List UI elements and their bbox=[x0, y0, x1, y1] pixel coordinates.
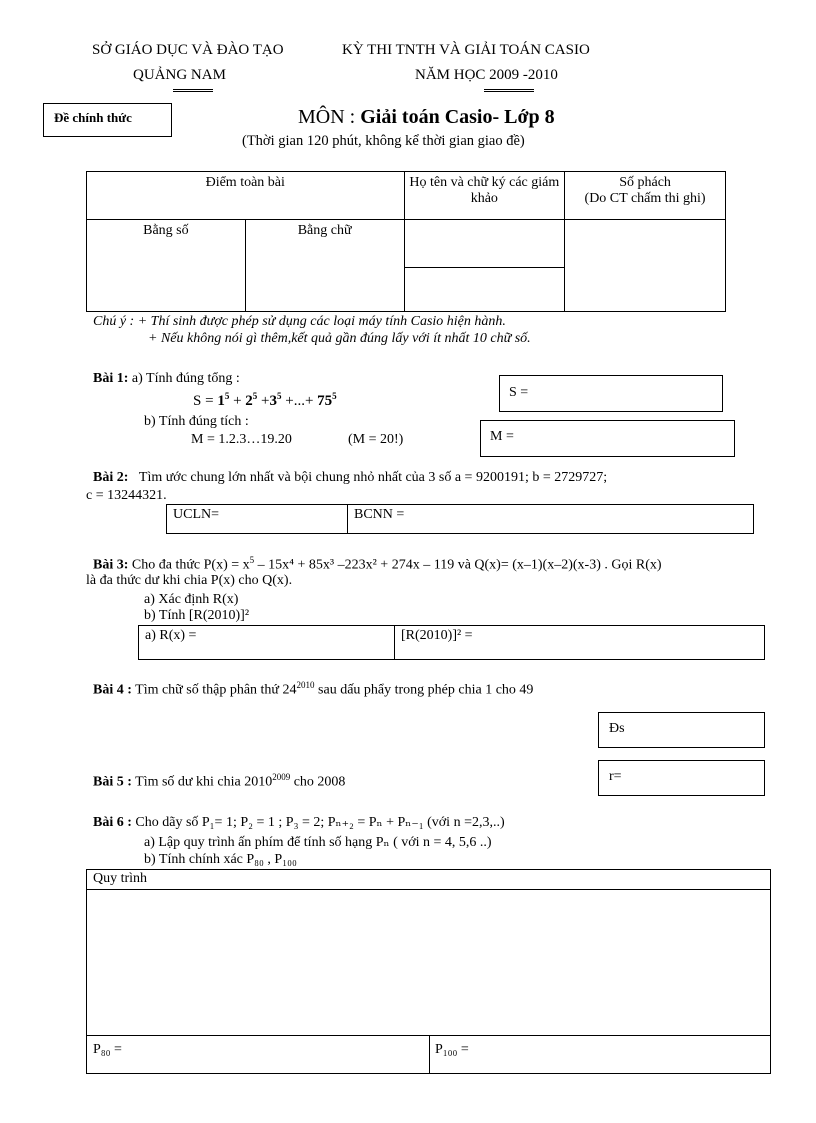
examiner-2-cell bbox=[404, 268, 565, 312]
bai4-answer-label: Đs bbox=[609, 721, 625, 736]
official-label: Đề chính thức bbox=[54, 110, 132, 125]
bai1-product: M = 1.2.3…19.20 bbox=[191, 432, 292, 447]
score-by-number: Bằng số bbox=[87, 220, 246, 312]
bai6-a: a) Lập quy trình ấn phím để tính số hạng Pₙ ( với n = 4, 5,6 ..) bbox=[144, 835, 492, 850]
subject-prefix: MÔN : bbox=[298, 106, 361, 128]
procedure-area[interactable] bbox=[87, 889, 770, 1035]
bai2-ucln-box[interactable] bbox=[166, 504, 348, 534]
bai1-product-note: (M = 20!) bbox=[348, 432, 404, 447]
p100-label: P₁₀₀ = bbox=[435, 1042, 469, 1057]
bai2-text bbox=[93, 470, 607, 486]
bai3-ra-label: a) R(x) = bbox=[145, 628, 197, 643]
province-name: QUẢNG NAM bbox=[133, 67, 226, 83]
bai3-rb-box[interactable] bbox=[394, 625, 765, 660]
serial-note: (Do CT chấm thi ghi) bbox=[584, 191, 706, 206]
subject-time: (Thời gian 120 phút, không kể thời gian giao đề) bbox=[242, 133, 525, 149]
bai2-bcnn-label: BCNN = bbox=[354, 507, 405, 522]
bai2-ucln-label: UCLN= bbox=[173, 507, 220, 522]
notes-label: Chú ý : bbox=[93, 314, 138, 329]
bai3-text-1: Bài 3: Cho đa thức $P(x) = x^5 - 15x^4 + 85x^3$ –223x² + 274x – 119 và Q(x)= (x–1)(x–2)(x-3) . Gọi R(x) bbox=[93, 555, 662, 573]
subject-name: Giải toán Casio- Lớp 8 bbox=[360, 106, 555, 128]
bai5-label: Bài 5 : bbox=[93, 774, 132, 790]
bai5-answer-label: r= bbox=[609, 769, 622, 784]
bai6-answer-frame bbox=[86, 869, 771, 1074]
bai1-m-answer-label: M = bbox=[490, 429, 514, 444]
bai3-poly: – 15x⁴ + 85x³ –223x² + 274x – 119 và Q(x)= (x–1)(x–2)(x-3) . Gọi R(x) bbox=[257, 557, 662, 573]
bai1-s-answer-box[interactable] bbox=[499, 375, 723, 412]
serial-header bbox=[565, 172, 726, 220]
bai1-sum-formula: $S = 1^5 + 2^5 +3^5$ +...+ $75^5$ bbox=[193, 391, 337, 409]
bai5-answer-box[interactable] bbox=[598, 760, 765, 796]
bai4-exp: 2010 bbox=[296, 680, 315, 690]
exam-name: KỲ THI TNTH VÀ GIẢI TOÁN CASIO bbox=[342, 42, 590, 58]
notes-line-2: + Nếu không nói gì thêm,kết quả gần đúng lấy với ít nhất 10 chữ số. bbox=[148, 331, 531, 346]
bai4-text-2: sau dấu phẩy trong phép chia 1 cho 49 bbox=[314, 682, 534, 698]
bai1-b-text: b) Tính đúng tích : bbox=[144, 414, 249, 429]
score-table bbox=[86, 171, 726, 312]
bai3-ra-box[interactable] bbox=[138, 625, 395, 660]
p100-cell[interactable] bbox=[429, 1035, 770, 1073]
bai1-a-text: a) Tính đúng tổng : bbox=[131, 371, 240, 386]
bai5-text-2: cho 2008 bbox=[290, 774, 346, 790]
bai1-label: Bài 1: bbox=[93, 371, 129, 386]
bai5-text-1: Tìm số dư khi chia 2010 bbox=[135, 774, 273, 790]
bai3-a: a) Xác định R(x) bbox=[144, 592, 239, 607]
examiner-1-cell bbox=[404, 220, 565, 268]
bai6-question: Cho dãy số P₁= 1; P₂ = 1 ; P₃ = 2; Pₙ₊₂ = Pₙ + Pₙ₋₁ (với n =2,3,..) bbox=[135, 815, 505, 830]
year-underline bbox=[484, 89, 534, 92]
bai2-label: Bài 2: bbox=[93, 470, 129, 485]
exam-year: NĂM HỌC 2009 -2010 bbox=[415, 67, 558, 83]
bai4-label: Bài 4 : bbox=[93, 682, 132, 698]
bai3-label: Bài 3: bbox=[93, 557, 129, 573]
notes-text-1: + Thí sinh được phép sử dụng các loại máy tính Casio hiện hành. bbox=[137, 314, 506, 329]
bai4-text bbox=[93, 680, 533, 699]
province-underline bbox=[173, 89, 213, 92]
examiners-header: Họ tên và chữ ký các giám khảo bbox=[404, 172, 565, 220]
dept-name: SỞ GIÁO DỤC VÀ ĐÀO TẠO bbox=[92, 42, 284, 58]
bai6-b: b) Tính chính xác P₈₀ , P₁₀₀ bbox=[144, 852, 297, 867]
bai6-label: Bài 6 : bbox=[93, 815, 132, 830]
procedure-label: Quy trình bbox=[93, 871, 148, 886]
bai5-exp: 2009 bbox=[272, 772, 291, 782]
bai2-text-2: c = 13244321. bbox=[86, 488, 167, 503]
bai4-text-1: Tìm chữ số thập phân thứ 24 bbox=[135, 682, 297, 698]
total-score-header: Điểm toàn bài bbox=[87, 172, 405, 220]
bai1-m-answer-box[interactable] bbox=[480, 420, 735, 457]
score-by-words: Bằng chữ bbox=[245, 220, 404, 312]
p80-label: P₈₀ = bbox=[93, 1042, 122, 1057]
bai3-text-1a: Cho đa thức P(x) = x bbox=[131, 557, 250, 573]
bai5-text bbox=[93, 772, 345, 791]
bai3-text-2: là đa thức dư khi chia P(x) cho Q(x). bbox=[86, 573, 293, 588]
subject-title bbox=[298, 106, 555, 129]
bai4-answer-box[interactable] bbox=[598, 712, 765, 748]
official-label-box bbox=[43, 103, 172, 137]
serial-label: Số phách bbox=[619, 175, 671, 190]
bai2-question: Tìm ước chung lớn nhất và bội chung nhỏ nhất của 3 số a = 9200191; b = 2729727; bbox=[138, 470, 608, 485]
bai3-rb-label: [R(2010)]² = bbox=[401, 628, 473, 643]
bai3-b: b) Tính [R(2010)]² bbox=[144, 608, 250, 623]
serial-cell bbox=[565, 220, 726, 312]
bai1-a bbox=[93, 371, 240, 387]
procedure-header bbox=[87, 870, 770, 890]
notes-line-1 bbox=[93, 314, 506, 330]
bai2-bcnn-box[interactable] bbox=[347, 504, 754, 534]
bai1-s-answer-label: S = bbox=[509, 385, 529, 400]
bai6-text bbox=[93, 814, 505, 831]
p80-cell[interactable] bbox=[87, 1035, 430, 1073]
